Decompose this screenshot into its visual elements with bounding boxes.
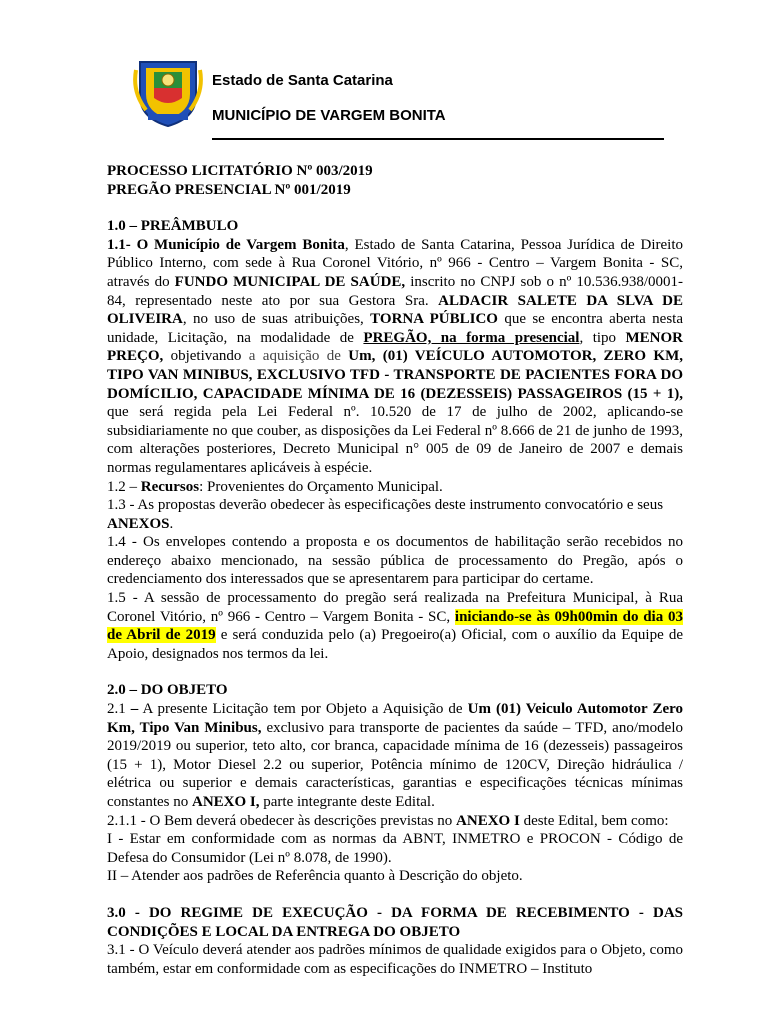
- state-name: Estado de Santa Catarina: [212, 72, 393, 89]
- paragraph-1-5: 1.5 - A sessão de processamento do pregão será realizada na Prefeitura Municipal, à Rua Coronel Vitório, nº 966 - Centro – Vargem Bonita - SC, iniciando-se às 09h00min do dia 03 de Abril de 2019 e será conduzida pelo (a) Pregoeiro(a) Oficial, com o auxílio da Equipe de Apoio, designados nos termos da lei.: [107, 590, 684, 662]
- paragraph-1-1: 1.1- O Município de Vargem Bonita, Estado de Santa Catarina, Pessoa Jurídica de Direito Público Interno, com sede à Rua Coronel Vitório, nº 966 - Centro – Vargem Bonita - SC, através do FUNDO MUNICIPAL DE SAÚDE, inscrito no CNPJ sob o nº 10.536.938/0001-84, representado neste ato por sua Gestora Sra. ALDACIR SALETE DA SLVA DE OLIVEIRA, no uso de suas atribuições, TORNA PÚBLICO que se encontra aberta nesta unidade, Licitação, na modalidade de PREGÃO, na forma presencial, tipo MENOR PREÇO, objetivando a aquisição de Um, (01) VEÍCULO AUTOMOTOR, ZERO KM, TIPO VAN MINIBUS, EXCLUSIVO TFD - TRANSPORTE DE PACIENTES FORA DO DOMÍCILIO, CAPACIDADE MÍNIMA DE 16 (DEZESSEIS) PASSAGEIROS (15 + 1), que será regida pela Lei Federal nº. 10.520 de 17 de julho de 2002, aplicando-se subsidiariamente no que couber, as disposições da Lei Federal nº 8.666 de 21 de junho de 1993, com alterações posteriores, Decreto Municipal n° 005 de 09 de Janeiro de 2007 e demais normas regulamentares aplicáveis à espécie.: [107, 236, 684, 476]
- paragraph-1-2: 1.2 – Recursos: Provenientes do Orçamento Municipal.: [107, 478, 443, 495]
- municipality-name: MUNICÍPIO DE VARGEM BONITA: [212, 107, 446, 124]
- paragraph-2-1: 2.1 – A presente Licitação tem por Objeto a Aquisição de Um (01) Veiculo Automotor Zero Km, Tipo Van Minibus, exclusivo para transporte de pacientes da saúde – TFD, ano/modelo 2019/2019 ou superior, teto alto, cor branca, capacidade mínima de 16 (dezesseis) passageiros (15 + 1), Motor Diesel 2.2 ou superior, Potência mínimo de 120CV, Direção hidráulica / elétrica ou superior e demais características, garantias e especificações técnicas mínimas constantes no ANEXO I, parte integrante deste Edital.: [107, 701, 683, 810]
- section-1-heading: 1.0 – PREÂMBULO: [107, 218, 239, 235]
- municipal-coat-of-arms-icon: [132, 56, 204, 128]
- session-date-highlight: iniciando-se às 09h00min do dia 03 de Abril de 2019: [107, 608, 684, 644]
- process-number: PROCESSO LICITATÓRIO Nº 003/2019: [107, 163, 373, 179]
- section-3-heading: 3.0 - DO REGIME DE EXECUÇÃO - DA FORMA DE RECEBIMENTO - DAS CONDIÇÕES E LOCAL DA ENTREGA DO OBJETO: [107, 904, 683, 940]
- pregao-number: PREGÃO PRESENCIAL Nº 001/2019: [107, 181, 351, 198]
- paragraph-3-1: 3.1 - O Veículo deverá atender aos padrões mínimos de qualidade exigidos para o Objeto, como também, estar em conformidade com as especificações do INMETRO – Instituto: [107, 942, 683, 977]
- paragraph-2-1-1: 2.1.1 - O Bem deverá obedecer às descrições previstas no ANEXO I deste Edital, bem como:: [107, 812, 669, 829]
- item-i: I - Estar em conformidade com as normas da ABNT, INMETRO e PROCON - Código de Defesa do Consumidor (Lei nº 8.078, de 1990).: [107, 831, 683, 866]
- letterhead: [132, 56, 672, 146]
- document-body: [107, 162, 683, 978]
- section-2-heading: 2.0 – DO OBJETO: [107, 682, 228, 699]
- header-divider: [212, 138, 664, 140]
- paragraph-1-4: 1.4 - Os envelopes contendo a proposta e os documentos de habilitação serão recebidos no endereço abaixo mencionado, na sessão pública de processamento do Pregão, após o credenciamento dos interessados que se apresentarem para participar do certame.: [107, 534, 683, 588]
- item-ii: II – Atender aos padrões de Referência quanto à Descrição do objeto.: [107, 868, 523, 885]
- paragraph-1-3: 1.3 - As propostas deverão obedecer às especificações deste instrumento convocatório e seus ANEXOS.: [107, 497, 664, 532]
